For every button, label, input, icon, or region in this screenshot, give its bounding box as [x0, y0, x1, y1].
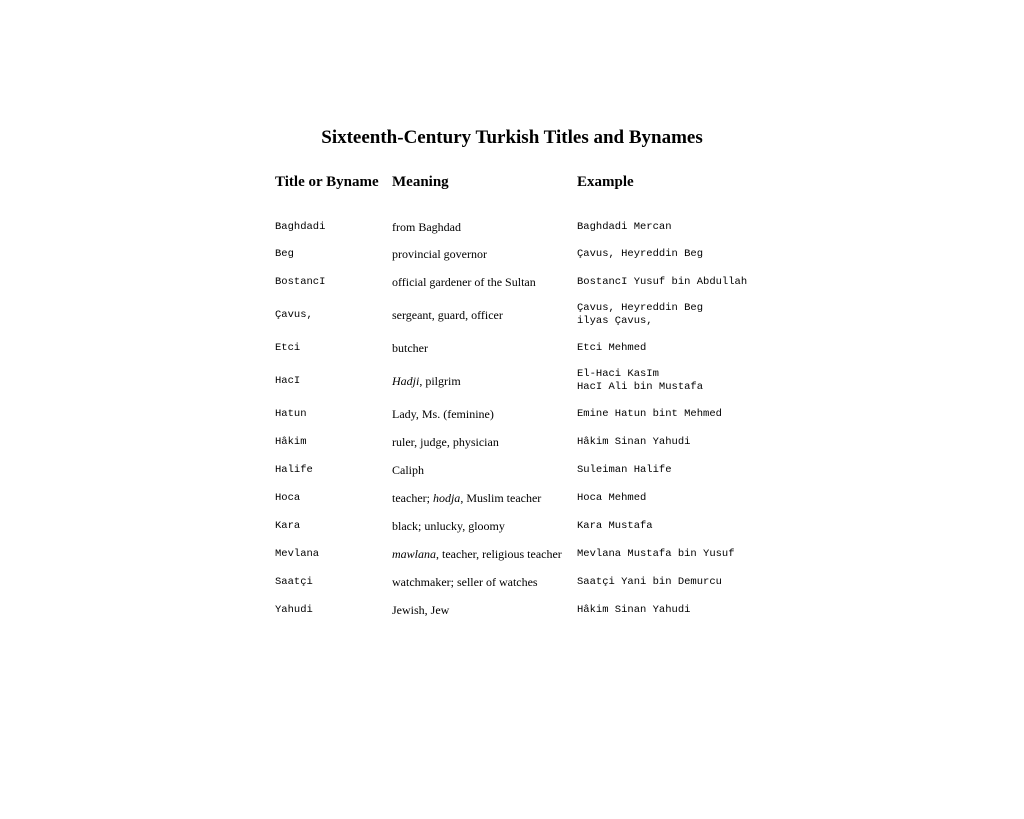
- meaning-text: Lady, Ms. (feminine): [392, 406, 494, 421]
- meaning-text: Caliph: [392, 462, 424, 477]
- meaning-text: from Baghdad: [392, 219, 461, 234]
- byname-cell: Baghdadi: [275, 221, 326, 233]
- byname-cell: Çavus,: [275, 309, 313, 321]
- meaning-cell: [392, 268, 577, 296]
- meaning-cell: [392, 428, 577, 456]
- table-row: [275, 596, 747, 624]
- meaning-italic: Hadji: [392, 373, 420, 388]
- example-cell: [577, 596, 747, 624]
- meaning-cell: [392, 540, 577, 568]
- example-cell: [577, 400, 747, 428]
- example-text: Hoca Mehmed: [577, 491, 647, 504]
- byname-cell: Kara: [275, 520, 301, 532]
- example-cell: [577, 512, 747, 540]
- example-cell: [577, 568, 747, 596]
- meaning-text: provincial governor: [392, 246, 487, 261]
- byname-cell: Hâkim: [275, 436, 307, 448]
- table-row: [275, 540, 747, 568]
- example-cell: [577, 268, 747, 296]
- header-meaning: Meaning: [392, 174, 449, 190]
- example-text: Çavus, Heyreddin Beg: [577, 302, 704, 314]
- table-row: [275, 568, 747, 596]
- meaning-cell: [392, 240, 577, 268]
- example-text: Suleiman Halife: [577, 463, 672, 476]
- meaning-text: teacher;: [392, 490, 433, 505]
- meaning-text: ruler, judge, physician: [392, 434, 499, 449]
- meaning-text: butcher: [392, 340, 428, 355]
- example-cell: [577, 540, 747, 568]
- byname-cell: Halife: [275, 464, 313, 476]
- table-row: [275, 428, 747, 456]
- byname-cell: Beg: [275, 248, 294, 260]
- table-row: [275, 484, 747, 512]
- example-cell: [577, 484, 747, 512]
- meaning-cell: [392, 334, 577, 362]
- header-example: Example: [577, 174, 634, 190]
- example-text: Mevlana Mustafa bin Yusuf: [577, 547, 735, 560]
- table-row: [275, 296, 747, 334]
- table-row: [275, 334, 747, 362]
- example-cell: [577, 456, 747, 484]
- example-text: Hâkim Sinan Yahudi: [577, 435, 691, 448]
- meaning-cell: [392, 512, 577, 540]
- meaning-text: watchmaker; seller of watches: [392, 574, 538, 589]
- example-text: El-Haci KasIm: [577, 368, 659, 380]
- meaning-cell: [392, 214, 577, 240]
- example-text: HacI Ali bin Mustafa: [577, 381, 704, 393]
- meaning-text: , teacher, religious teacher: [436, 546, 562, 561]
- byname-cell: Hatun: [275, 408, 307, 420]
- meaning-text: official gardener of the Sultan: [392, 274, 536, 289]
- example-text: Hâkim Sinan Yahudi: [577, 603, 691, 616]
- table-row: [275, 456, 747, 484]
- example-text: Çavus, Heyreddin Beg: [577, 247, 704, 260]
- meaning-text: sergeant, guard, officer: [392, 307, 503, 322]
- meaning-text: black; unlucky, gloomy: [392, 518, 505, 533]
- meaning-text: , Muslim teacher: [460, 490, 542, 505]
- meaning-text: Jewish, Jew: [392, 602, 450, 617]
- table-row: [275, 214, 747, 240]
- meaning-text: , pilgrim: [419, 373, 461, 388]
- meaning-cell: [392, 456, 577, 484]
- example-cell: [577, 240, 747, 268]
- example-cell: [577, 362, 747, 400]
- example-cell: [577, 334, 747, 362]
- meaning-cell: [392, 296, 577, 334]
- meaning-cell: [392, 484, 577, 512]
- example-text: Saatçi Yani bin Demurcu: [577, 575, 722, 588]
- example-text: ilyas Çavus,: [577, 315, 653, 327]
- meaning-cell: [392, 596, 577, 624]
- table-row: [275, 400, 747, 428]
- page-title: Sixteenth-Century Turkish Titles and Bynames: [321, 127, 703, 148]
- meaning-cell: [392, 400, 577, 428]
- meaning-cell: [392, 568, 577, 596]
- byname-cell: HacI: [275, 375, 301, 387]
- meaning-italic: mawlana: [392, 546, 437, 561]
- meaning-cell: [392, 362, 577, 400]
- example-text: Kara Mustafa: [577, 519, 653, 532]
- bynames-table: [275, 214, 747, 624]
- byname-cell: Hoca: [275, 492, 301, 504]
- byname-cell: Etci: [275, 342, 301, 354]
- example-text: Baghdadi Mercan: [577, 220, 672, 233]
- table-row: [275, 240, 747, 268]
- table-row: [275, 268, 747, 296]
- example-text: BostancI Yusuf bin Abdullah: [577, 275, 748, 288]
- example-cell: [577, 428, 747, 456]
- example-text: Emine Hatun bint Mehmed: [577, 407, 722, 420]
- byname-cell: BostancI: [275, 276, 326, 288]
- example-text: Etci Mehmed: [577, 341, 647, 354]
- table-row: [275, 512, 747, 540]
- example-cell: [577, 296, 747, 334]
- byname-cell: Mevlana: [275, 548, 320, 560]
- byname-cell: Saatçi: [275, 576, 313, 588]
- header-title-or-byname: Title or Byname: [275, 174, 379, 190]
- table-row: [275, 362, 747, 400]
- byname-cell: Yahudi: [275, 604, 313, 616]
- example-cell: [577, 214, 747, 240]
- meaning-italic: hodja: [432, 490, 461, 505]
